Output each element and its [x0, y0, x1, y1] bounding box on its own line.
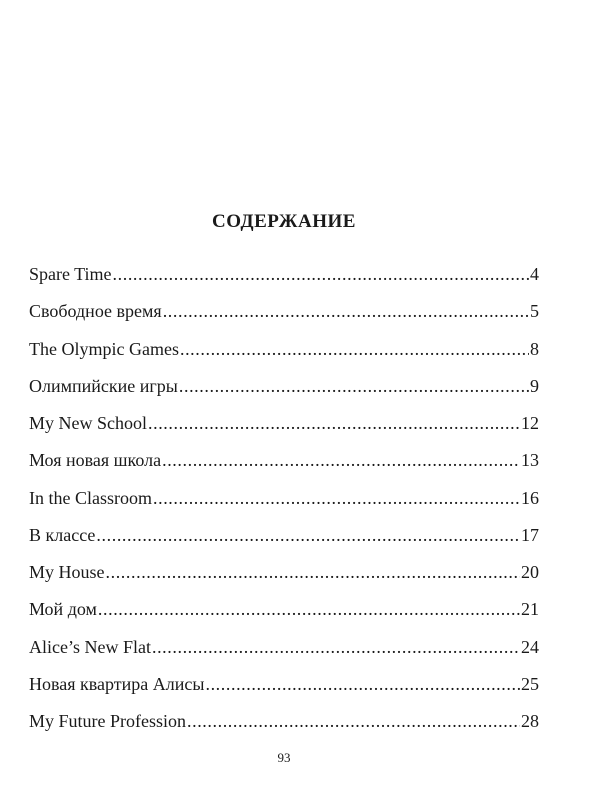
- dot-leader: [96, 521, 520, 549]
- dot-leader: [148, 409, 520, 437]
- dot-leader: [180, 335, 529, 363]
- toc-entry: [29, 521, 539, 558]
- toc-entry-page: 8: [530, 338, 539, 359]
- dot-leader: [113, 260, 529, 288]
- toc-entry-page: 20: [521, 562, 539, 582]
- toc-entry-label: Свободное время: [29, 301, 162, 322]
- toc-entry-label: The Olympic Games: [29, 338, 179, 359]
- dot-leader: [98, 595, 520, 623]
- toc-entry: [29, 372, 539, 409]
- toc-entry: [29, 409, 539, 446]
- toc-entry-page: 24: [521, 636, 539, 657]
- dot-leader: [205, 670, 520, 698]
- toc-entry: [29, 446, 539, 483]
- toc-entry-label: My House: [29, 562, 105, 582]
- toc-entry-label: В классе: [29, 524, 96, 545]
- toc-entry: [29, 558, 539, 595]
- table-of-contents: [29, 260, 539, 744]
- toc-entry: [29, 670, 539, 707]
- toc-entry: [29, 335, 539, 372]
- toc-entry: [29, 484, 539, 521]
- toc-entry-page: 5: [530, 301, 539, 322]
- dot-leader: [152, 633, 520, 661]
- dot-leader: [106, 558, 521, 586]
- dot-leader: [187, 707, 520, 735]
- toc-entry-label: Spare Time: [29, 264, 112, 284]
- toc-entry-label: My Future Profession: [29, 711, 186, 731]
- toc-entry-page: 9: [530, 375, 539, 396]
- toc-entry: [29, 297, 539, 334]
- toc-entry-page: 17: [521, 524, 539, 545]
- toc-entry: [29, 260, 539, 297]
- dot-leader: [153, 484, 520, 512]
- toc-title: СОДЕРЖАНИЕ: [212, 211, 356, 232]
- toc-entry: [29, 633, 539, 670]
- toc-entry: [29, 707, 539, 744]
- toc-entry-label: In the Classroom: [29, 487, 152, 508]
- toc-entry-page: 28: [521, 711, 539, 731]
- toc-entry-page: 16: [521, 487, 539, 508]
- toc-entry-page: 25: [521, 673, 539, 694]
- dot-leader: [179, 372, 529, 400]
- toc-entry-label: Новая квартира Алисы: [29, 673, 205, 694]
- toc-entry-label: Alice’s New Flat: [29, 636, 151, 657]
- toc-entry-page: 12: [521, 413, 539, 433]
- toc-entry-label: Олимпийские игры: [29, 375, 178, 396]
- toc-entry-label: Моя новая школа: [29, 450, 162, 471]
- page-number: 93: [277, 750, 291, 765]
- toc-entry-page: 13: [521, 450, 539, 471]
- toc-entry: [29, 595, 539, 632]
- toc-entry-label: Мой дом: [29, 599, 97, 620]
- toc-entry-page: 21: [521, 599, 539, 620]
- dot-leader: [162, 446, 520, 474]
- toc-entry-label: My New School: [29, 413, 147, 433]
- dot-leader: [163, 297, 529, 325]
- toc-entry-page: 4: [530, 264, 539, 284]
